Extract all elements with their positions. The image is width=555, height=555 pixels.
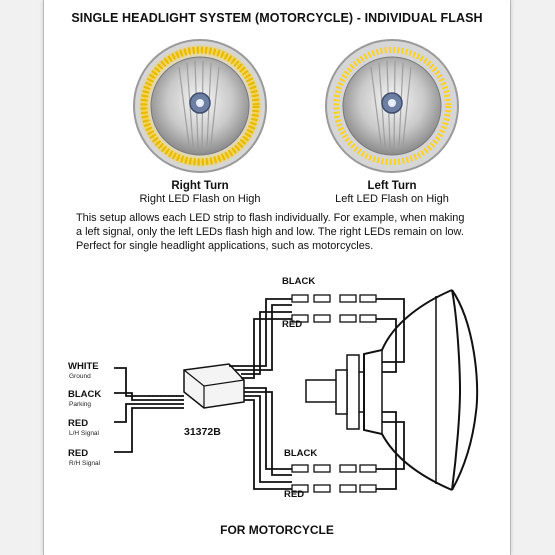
input-white-label: WHITE xyxy=(68,361,99,372)
left-turn-caption xyxy=(312,180,472,206)
bulb-socket xyxy=(336,355,364,429)
input-black-label: BLACK xyxy=(68,389,102,400)
lower-connectors xyxy=(292,465,376,492)
socket-wires xyxy=(306,380,336,402)
top-black-label: BLACK xyxy=(282,276,316,287)
bottom-black-label: BLACK xyxy=(284,448,318,459)
upper-connectors xyxy=(292,295,376,322)
upper-harness xyxy=(229,299,292,378)
description-line: This setup allows each LED strip to flash individually. For example, when making xyxy=(76,212,465,224)
right-turn-detail: Right LED Flash on High xyxy=(139,193,261,205)
left-turn-detail: Left LED Flash on High xyxy=(335,193,449,205)
description-line: a left signal, only the left LEDs flash high and low. The right LEDs remain on low. xyxy=(76,226,464,238)
left-turn-title: Left Turn xyxy=(367,180,417,192)
input-wires xyxy=(114,368,184,452)
description xyxy=(76,211,506,253)
input-red-rh-label: RED xyxy=(68,448,89,459)
headlight-housing xyxy=(364,290,477,490)
input-white-sub: Ground xyxy=(69,373,91,380)
top-red-label: RED xyxy=(282,319,303,330)
input-red-rh-sub: R/H Signal xyxy=(69,460,101,467)
wiring-diagram xyxy=(44,262,510,517)
right-turn-caption xyxy=(120,180,280,206)
right-turn-title: Right Turn xyxy=(171,180,229,192)
bottom-red-label: RED xyxy=(284,489,305,500)
description-line: Perfect for single headlight applications, such as motorcycles. xyxy=(76,240,374,252)
input-black-sub: Parking xyxy=(69,401,92,408)
instruction-card xyxy=(43,0,511,555)
lower-to-lamp-wires xyxy=(376,412,404,489)
page-title: SINGLE HEADLIGHT SYSTEM (MOTORCYCLE) - INDIVIDUAL FLASH xyxy=(71,11,483,25)
left-turn-headlight-image xyxy=(323,37,461,175)
input-red-lh-label: RED xyxy=(68,418,89,429)
lower-harness xyxy=(244,388,292,489)
footer-title: FOR MOTORCYCLE xyxy=(220,523,334,537)
input-red-lh-sub: L/H Signal xyxy=(69,430,99,437)
right-turn-headlight-image xyxy=(131,37,269,175)
module-part-number: 31372B xyxy=(184,426,221,438)
